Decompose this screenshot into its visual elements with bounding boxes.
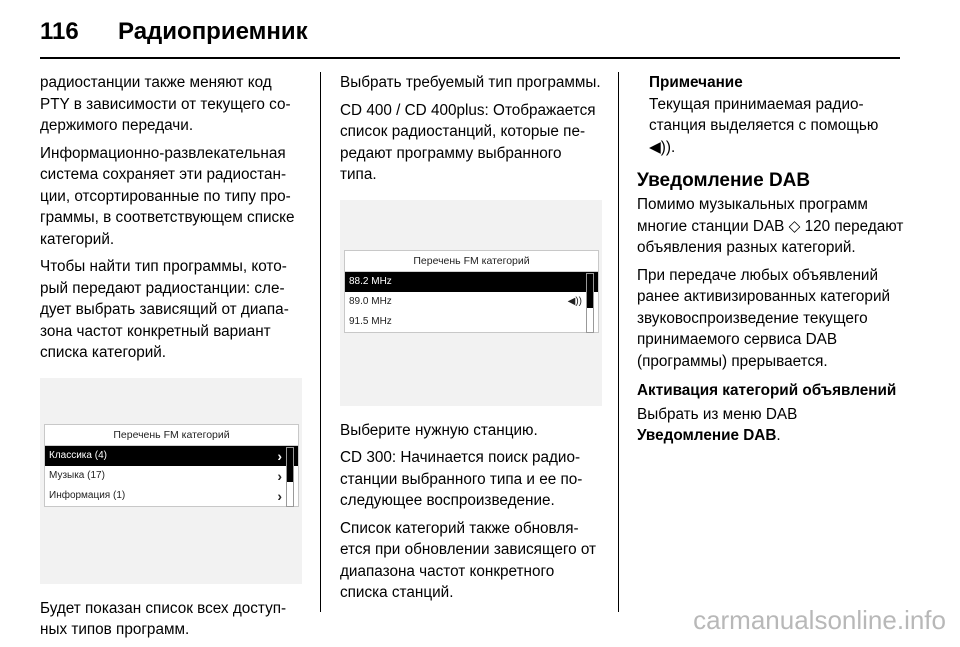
page-title: Радиоприемник [118, 18, 308, 45]
note-block [637, 72, 905, 158]
paragraph: Выбрать требуемый тип программы. [340, 74, 601, 91]
page-number: 116 [40, 18, 79, 45]
column-2 [340, 72, 602, 610]
note-title: Примечание [649, 74, 743, 91]
chevron-right-icon: › [277, 447, 282, 464]
paragraph: Выберите нужную станцию. [340, 421, 538, 439]
list-item [345, 272, 598, 292]
page-header [40, 12, 920, 52]
display-screen [44, 424, 299, 507]
list-item-label: 88.2 MHz [349, 275, 392, 287]
column-divider-1 [320, 72, 321, 612]
list-item [345, 292, 598, 312]
list-item-label: 91.5 MHz [349, 315, 392, 327]
chevron-right-icon: › [277, 467, 282, 484]
paragraph: Помимо музыкальных программ многие станции DAB ◇ 120 передают объявления разных категорий. [637, 196, 904, 256]
list-item-label: Информация (1) [49, 489, 126, 501]
note-body: Текущая принимаемая радиостанция выделяется с помощью ◀)). [649, 95, 879, 156]
list-item [345, 312, 598, 332]
punctuation: . [776, 427, 781, 444]
column-3 [637, 72, 905, 453]
scroll-thumb [287, 448, 293, 483]
speaker-icon: ◀)) [567, 295, 582, 307]
screen-title: Перечень FM категорий [45, 425, 298, 446]
list-item-label: Музыка (17) [49, 469, 105, 481]
paragraph: Будет показан список всех доступных типов программ. [40, 599, 287, 638]
paragraph: При передаче любых объявлений ранее активизированных категорий звуковоспроизведение текущего принимаемого сервиса DAB (программы) прерывается. [637, 266, 891, 370]
scrollbar [286, 447, 294, 507]
list-item-label: 89.0 MHz [349, 295, 392, 307]
display-screen [344, 250, 599, 333]
header-rule [40, 57, 900, 59]
scrollbar [586, 273, 594, 333]
paragraph: CD 300: Начинается поиск радиостанции выбранного типа и ее последующее воспроизведение. [340, 449, 583, 509]
list-item-label: Классика (4) [49, 449, 107, 461]
paragraph: радиостанции также меняют код PTY в зависимости от текущего содержимого передачи. [40, 74, 291, 134]
column-1 [40, 72, 302, 647]
list-item [45, 466, 298, 486]
section-heading: Уведомление DAB [637, 170, 811, 191]
paragraph: CD 400 / CD 400plus: Отображается список радиостанций, которые передают программу выбранного типа. [340, 101, 596, 183]
chevron-right-icon: › [277, 487, 282, 504]
category-list-screenshot [40, 378, 302, 584]
screen-title: Перечень FM категорий [345, 251, 598, 272]
column-divider-2 [618, 72, 619, 612]
paragraph: Информационно-развлекательная система сохраняет эти радиостанции, отсортированные по типу программы, в соответствующем списке категорий. [40, 144, 295, 248]
paragraph [637, 404, 905, 447]
paragraph: Список категорий также обновляется при обновлении зависящего от диапазона частот конкретного списка станций. [340, 519, 597, 601]
scroll-thumb [587, 274, 593, 309]
list-item [45, 486, 298, 506]
station-list-screenshot [340, 200, 602, 406]
paragraph: Чтобы найти тип программы, который передают радиостанции: следует выбрать зависящий от диапазона частот конкретный вариант списка категорий. [40, 258, 289, 361]
subsection-heading: Активация категорий объявлений [637, 382, 897, 399]
instruction-text: Выбрать из меню DAB [637, 405, 798, 423]
list-item [45, 446, 298, 466]
watermark: carmanualsonline.info [693, 605, 946, 635]
menu-item-reference: Уведомление DAB [637, 427, 777, 444]
